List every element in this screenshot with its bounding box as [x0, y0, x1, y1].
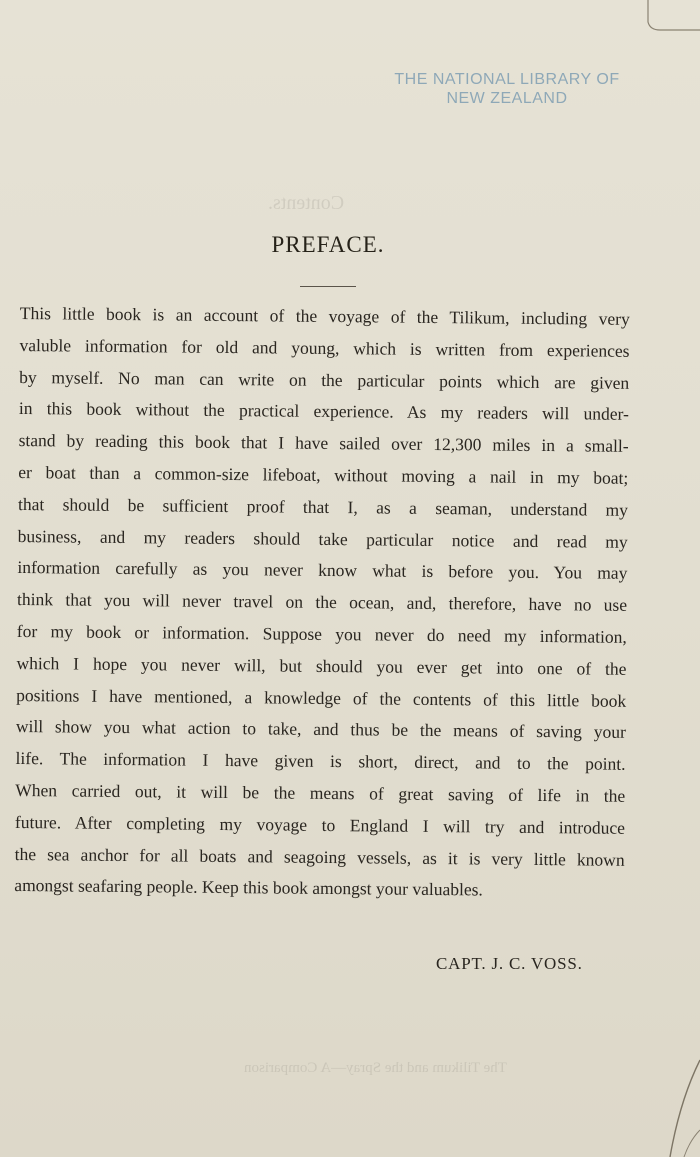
bleed-through-footer: The Tilikum and the Spray—A Comparison [244, 1060, 507, 1076]
paragraph-line: in this book without the practical experience. As my readers will under- [18, 398, 630, 425]
page-title: PREFACE. [271, 232, 385, 257]
torn-corner-top [640, 0, 700, 36]
paragraph-line: for my book or information. Suppose you never do need my information, [16, 620, 627, 647]
paragraph-line: which I hope you never will, but should you ever get into one of the [16, 652, 627, 679]
paragraph-line: information carefully as you never know what is before you. You may [17, 557, 628, 584]
paragraph-line: will show you what action to take, and thus be the means of saving your [15, 716, 626, 743]
paragraph-line: When carried out, it will be the means of great saving of life in the [15, 779, 626, 806]
paragraph-line: stand by reading this book that I have sailed over 12,300 miles in a small- [18, 430, 629, 457]
paragraph-line: business, and my readers should take particular notice and read my [17, 525, 628, 552]
author-signature: CAPT. J. C. VOSS. [436, 954, 583, 973]
bleed-through-title: Contents. [268, 192, 345, 214]
paragraph-line: the sea anchor for all boats and seagoing vessels, as it is very little known [14, 843, 625, 870]
paragraph-line: life. The information I have given is short, direct, and to the point. [15, 748, 626, 774]
torn-corner-bottom [640, 1040, 700, 1157]
paragraph-line: think that you will never travel on the ocean, and, therefore, have no use [17, 589, 628, 616]
paragraph-line: valuble information for old and young, which is written from experiences [19, 334, 630, 361]
paragraph-line: positions I have mentioned, a knowledge of the contents of this little book [16, 684, 627, 711]
paragraph-line: future. After completing my voyage to England I will try and introduce [14, 811, 626, 838]
paragraph-line: that should be sufficient proof that I, as a seaman, understand my [17, 493, 629, 520]
library-stamp [372, 70, 642, 108]
paragraph-line: This little book is an account of the voyage of the Tilikum, including very [19, 302, 630, 329]
library-stamp-line1: THE NATIONAL LIBRARY OF [394, 71, 620, 88]
paragraph-line: er boat than a common-size lifeboat, without moving a nail in my boat; [18, 461, 629, 488]
paragraph-line: amongst seafaring people. Keep this book amongst your valuables. [14, 875, 483, 900]
paragraph-line: by myself. No man can write on the particular points which are given [19, 366, 630, 393]
preface-paragraph [14, 298, 630, 908]
library-stamp-line2: NEW ZEALAND [446, 90, 568, 107]
title-divider [300, 286, 356, 287]
